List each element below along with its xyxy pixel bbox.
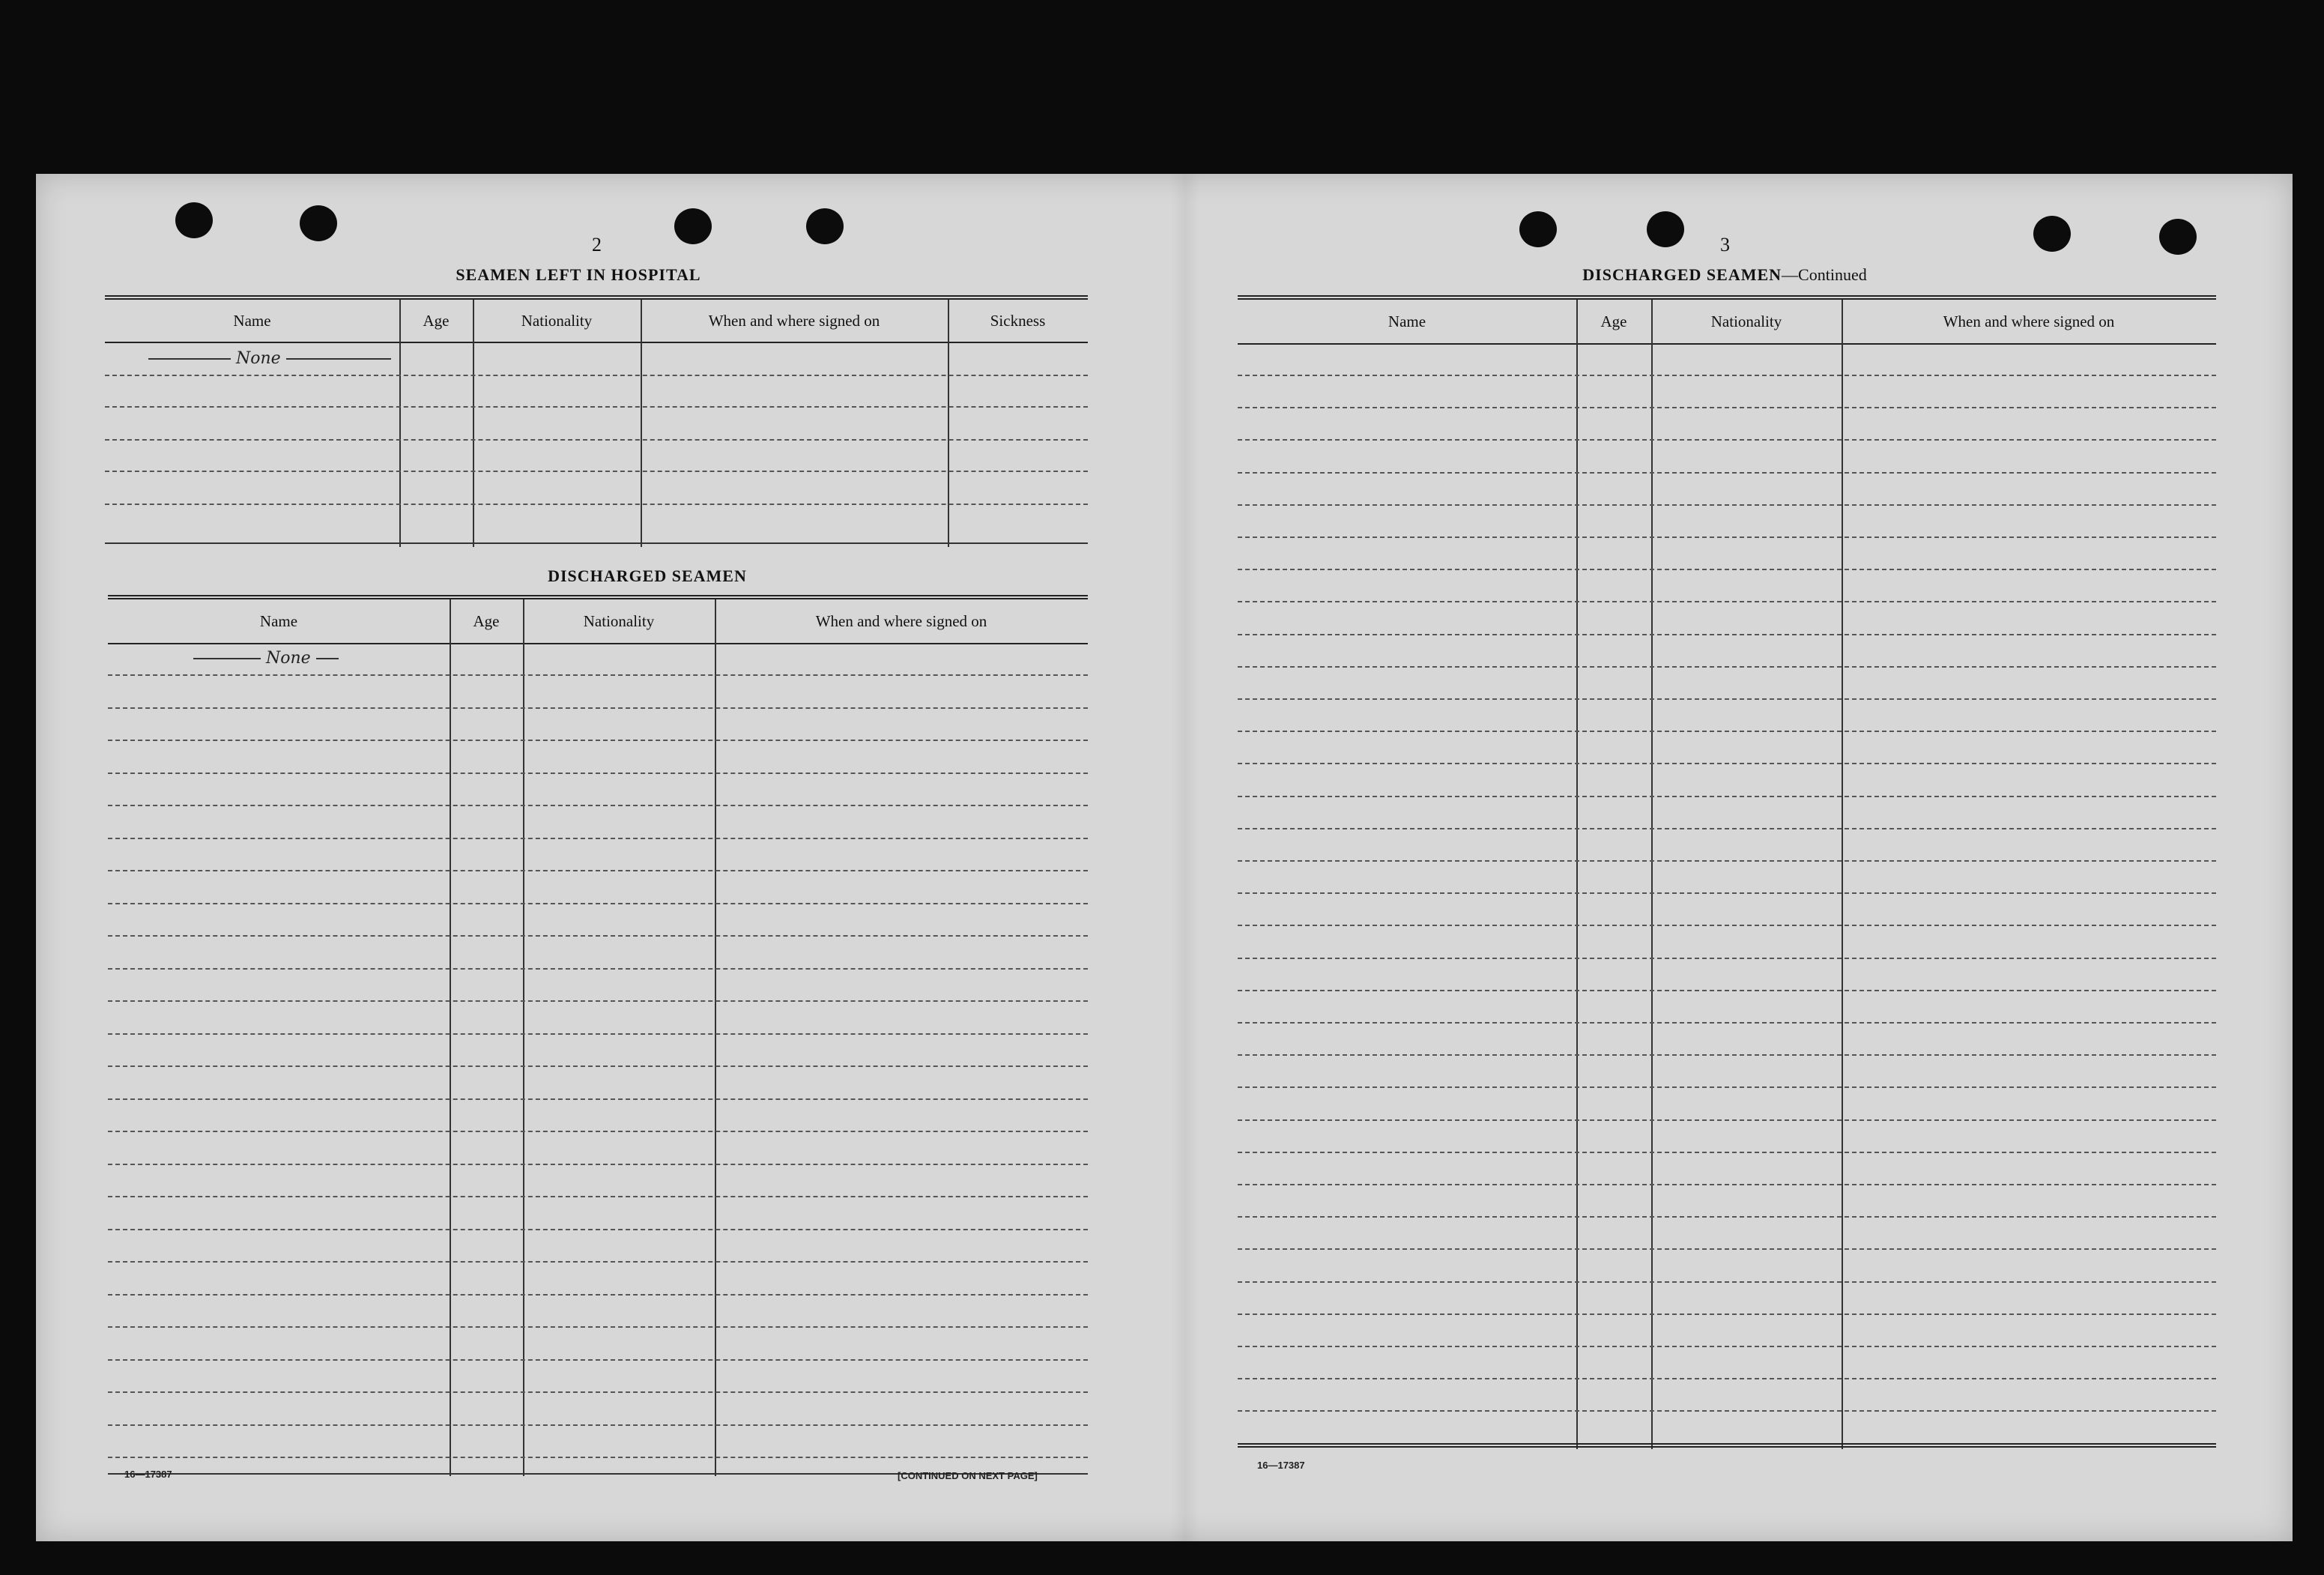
table-row [108,1229,1088,1230]
col-header-name: Name [259,611,298,630]
column-divider [399,300,401,547]
col-header-signed-on: When and where signed on [1943,312,2115,330]
title-main: DISCHARGED SEAMEN [1582,265,1782,284]
punch-hole [806,208,844,244]
table-row [1238,1313,2216,1315]
table-row [108,1424,1088,1426]
column-divider [473,300,474,547]
table-row [108,674,1088,676]
table-row [105,375,1088,376]
table-row [1238,407,2216,408]
col-header-signed-on: When and where signed on [815,611,987,630]
hospital-section-title: SEAMEN LEFT IN HOSPITAL [456,265,701,284]
col-header-name: Name [233,311,271,330]
table-row [108,1131,1088,1132]
table-row [1238,1281,2216,1283]
table-row [108,1391,1088,1393]
discharged-table-header [1238,300,2216,345]
table-row [1238,504,2216,506]
table-row [105,406,1088,408]
table-row [108,707,1088,709]
table-row [105,439,1088,441]
table-row [108,1359,1088,1361]
table-row [108,773,1088,774]
table-row [108,1098,1088,1100]
column-divider [715,599,716,1476]
column-divider [641,300,642,547]
handwritten-none [148,349,391,368]
table-row [1238,698,2216,700]
table-bottom-rule [1238,1443,2216,1448]
table-row [108,1000,1088,1002]
col-header-sickness: Sickness [990,311,1046,330]
col-header-age: Age [1600,312,1627,330]
col-header-name: Name [1388,312,1426,330]
table-row [1238,958,2216,959]
table-row [1238,1022,2216,1024]
table-row [1238,1378,2216,1379]
column-divider [948,300,949,547]
table-row [1238,860,2216,862]
discharged-table-left [108,595,1088,1476]
page-number-left: 2 [592,234,602,256]
table-row [108,1326,1088,1328]
table-row [1238,828,2216,829]
col-header-age: Age [473,611,500,630]
table-row [1238,1410,2216,1412]
table-row [1238,925,2216,926]
discharged-section-title: DISCHARGED SEAMEN [548,566,747,585]
col-header-nationality: Nationality [521,311,593,330]
handwritten-dash [316,658,339,659]
table-row [108,1294,1088,1296]
table-row [108,838,1088,839]
discharged-table-header [108,599,1088,644]
punch-hole [1647,211,1684,247]
table-row [108,1065,1088,1067]
table-bottom-rule [105,542,1088,544]
column-divider [450,599,451,1476]
punch-hole [674,208,712,244]
handwritten-dash [148,358,231,360]
hospital-table-header [105,300,1088,343]
table-row [105,471,1088,472]
form-number-left: 16—17387 [124,1469,172,1480]
table-row [1238,666,2216,668]
column-divider [523,599,524,1476]
col-header-signed-on: When and where signed on [708,311,880,330]
col-header-nationality: Nationality [583,611,655,630]
discharged-continued-title [1238,265,2212,285]
table-row [1238,634,2216,635]
table-row [108,805,1088,806]
table-row [105,504,1088,505]
table-row [1238,569,2216,570]
table-row [1238,796,2216,797]
handwritten-text: None [236,349,281,368]
table-row [1238,731,2216,732]
table-row [1238,375,2216,376]
table-row [1238,1086,2216,1088]
table-row [1238,1054,2216,1056]
table-row [108,1196,1088,1197]
handwritten-none [193,649,339,668]
punch-hole [175,202,213,238]
table-row [1238,763,2216,764]
discharged-table-right [1238,295,2216,1449]
center-fold [1170,174,1200,1541]
table-row [1238,1184,2216,1185]
table-row [108,1033,1088,1035]
handwritten-dash [193,658,261,659]
table-row [108,903,1088,904]
hospital-table [105,295,1088,547]
table-row [1238,439,2216,441]
punch-hole [1519,211,1557,247]
table-row [1238,892,2216,894]
table-row [108,1261,1088,1263]
table-row [108,1457,1088,1458]
table-row [1238,1346,2216,1347]
table-row [1238,1248,2216,1250]
continued-note: [CONTINUED ON NEXT PAGE] [898,1470,1038,1481]
table-row [108,1164,1088,1165]
form-number-right: 16—17387 [1257,1460,1305,1471]
title-suffix: —Continued [1782,265,1867,284]
table-row [1238,536,2216,538]
col-header-age: Age [423,311,450,330]
table-row [108,968,1088,970]
document-sheet [36,174,2293,1541]
table-row [1238,601,2216,602]
table-row [108,740,1088,741]
handwritten-text: None [266,649,311,668]
table-row [1238,1119,2216,1121]
punch-hole [2159,219,2197,255]
table-row [1238,1152,2216,1153]
table-row [1238,472,2216,474]
punch-hole [300,205,337,241]
table-row [1238,1216,2216,1218]
handwritten-dash [286,358,391,360]
col-header-nationality: Nationality [1710,312,1782,330]
table-row [108,870,1088,871]
page-number-right: 3 [1720,234,1730,256]
punch-hole [2033,216,2071,252]
table-row [1238,990,2216,991]
table-row [108,935,1088,937]
